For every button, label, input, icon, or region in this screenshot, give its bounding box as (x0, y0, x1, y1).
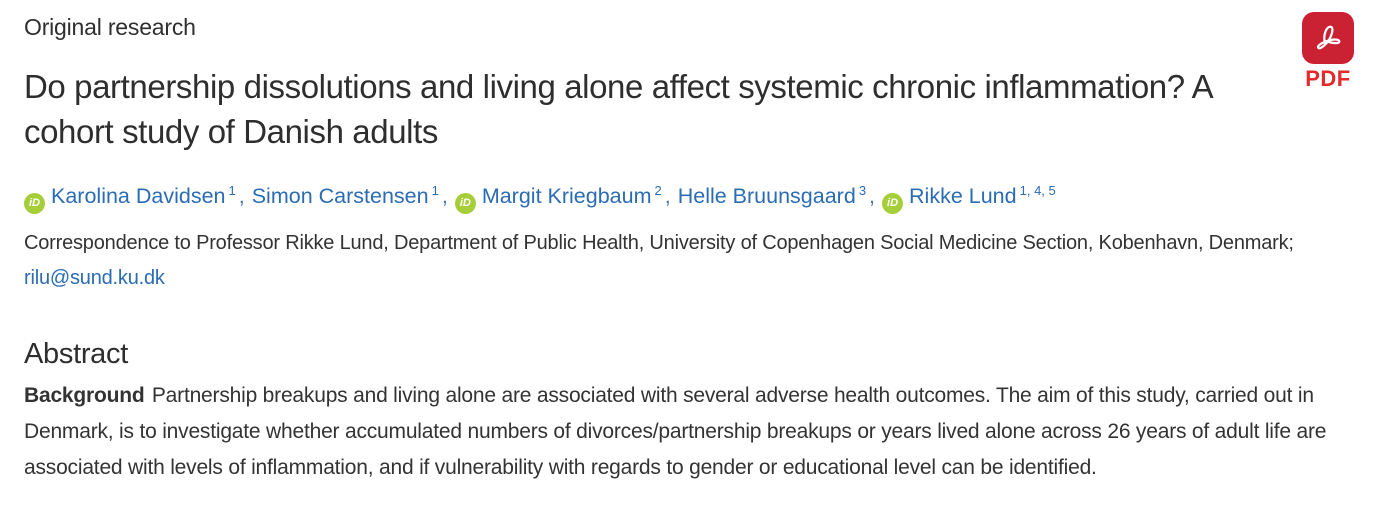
correspondence-email-link[interactable]: rilu@sund.ku.dk (24, 267, 165, 290)
author-link[interactable]: Simon Carstensen (251, 184, 429, 209)
author-separator: , (238, 184, 245, 209)
author (455, 184, 678, 208)
abstract-background-text: Partnership breakups and living alone are associated with several adverse health outcomes. The aim of this study, carried out in Denmark, is to investigate whether accumulated numbers of divorces/partnership breakups or years lived alone across 26 years of adult life are associated with levels of inflammation, and if vulnerability with regards to gender or educational level can be identified. (24, 384, 1327, 480)
author-affiliation-sup: 1 (431, 183, 439, 198)
author (678, 184, 882, 208)
author-affiliation-sup: 1 (228, 183, 236, 198)
author-link[interactable]: Helle Bruunsgaard (677, 184, 856, 209)
author-separator: , (869, 184, 876, 209)
orcid-icon[interactable]: iD (455, 193, 476, 214)
pdf-label[interactable]: PDF (1305, 66, 1351, 91)
author-separator: , (441, 184, 448, 209)
author-link[interactable]: Rikke Lund (909, 184, 1017, 209)
author-separator: , (664, 184, 671, 209)
author-affiliation-sup: 1, 4, 5 (1019, 183, 1056, 198)
abstract-background-paragraph (24, 378, 1351, 486)
author-link[interactable]: Karolina Davidsen (51, 184, 226, 209)
article-title: Do partnership dissolutions and living alone affect systemic chronic inflammation? A cohort study of Danish adults (24, 68, 1212, 150)
author-list (24, 176, 1351, 214)
abstract-background-label: Background (24, 384, 145, 408)
author (24, 184, 252, 208)
orcid-icon[interactable]: iD (882, 193, 903, 214)
correspondence-text: Correspondence to Professor Rikke Lund, Department of Public Health, University of Copenhagen Social Medicine Section, Kobenhavn, Denmark; (24, 232, 1294, 255)
article-type-kicker: Original research (24, 14, 196, 40)
abstract-heading: Abstract (24, 338, 128, 371)
author (252, 184, 455, 208)
author (882, 184, 1056, 208)
correspondence-note (24, 226, 1334, 296)
author-affiliation-sup: 2 (654, 183, 662, 198)
author-affiliation-sup: 3 (858, 183, 867, 198)
download-pdf-button[interactable] (1299, 12, 1357, 92)
author-link[interactable]: Margit Kriegbaum (481, 184, 652, 209)
orcid-icon[interactable]: iD (24, 193, 45, 214)
adobe-acrobat-icon[interactable] (1302, 12, 1354, 64)
